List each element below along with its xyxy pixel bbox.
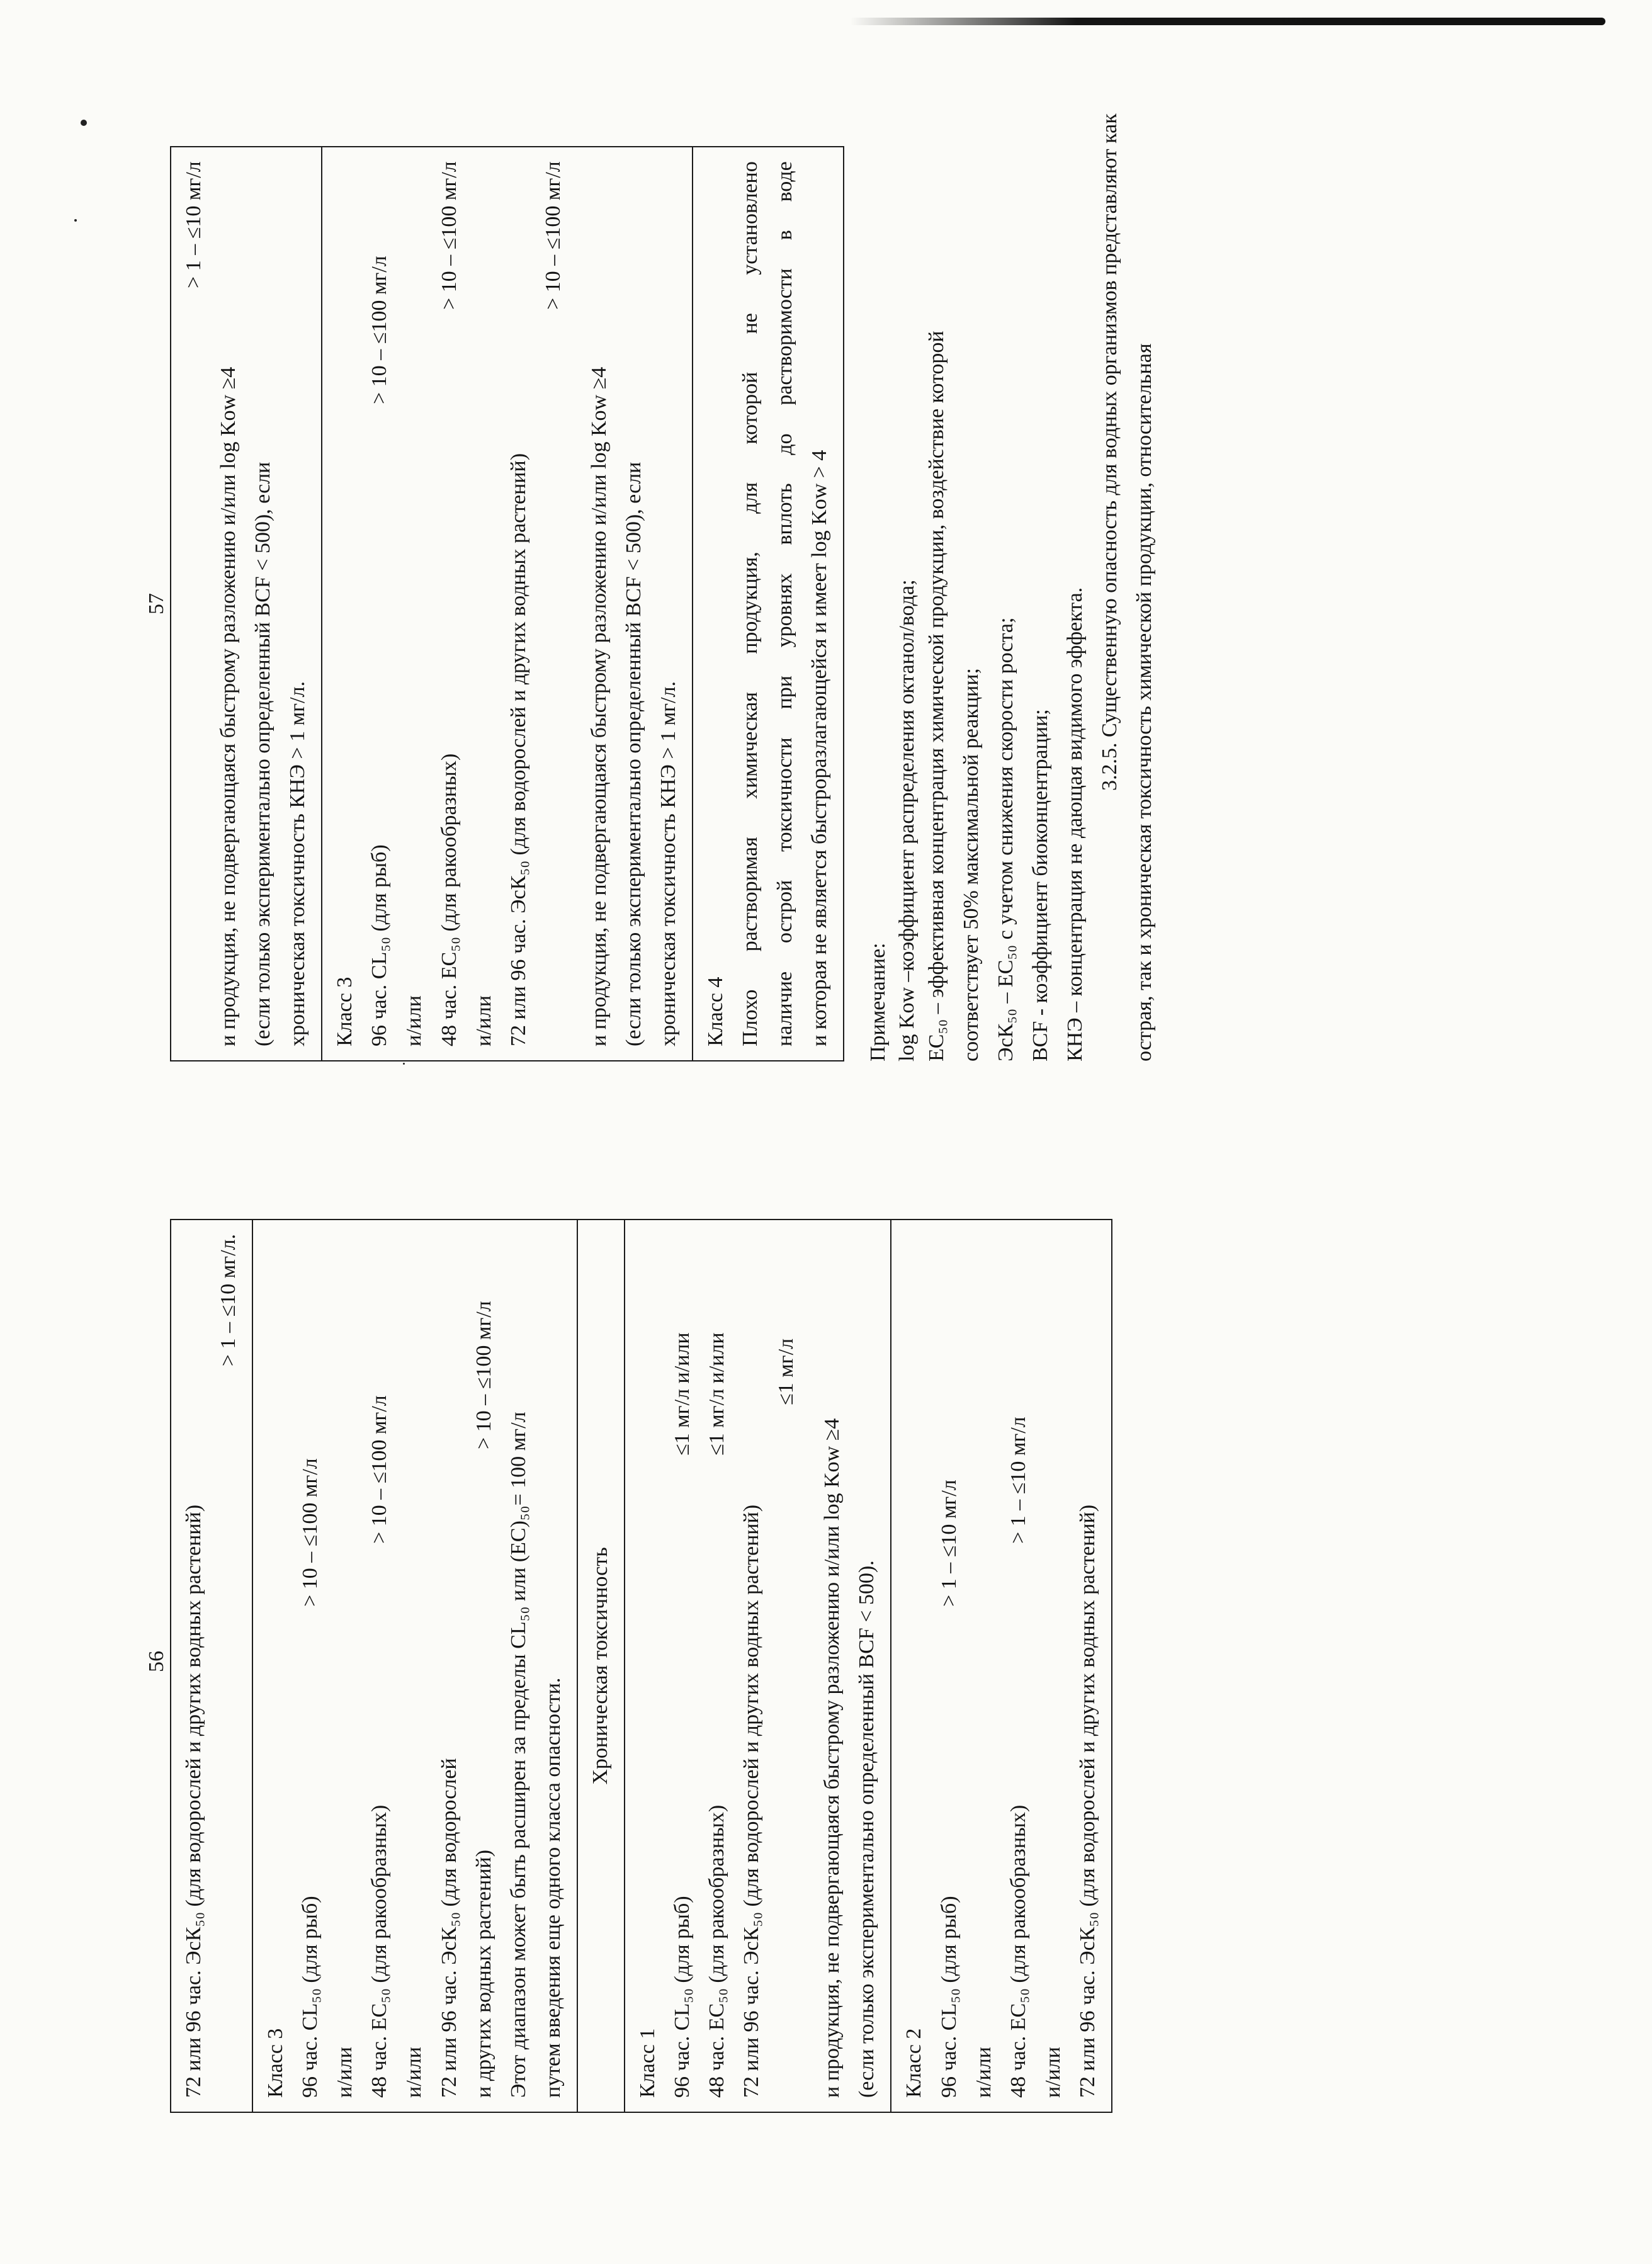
page-57 xyxy=(170,113,1162,1061)
section-header-cell xyxy=(577,1220,625,2112)
toxicity-table-56 xyxy=(170,1219,1112,2113)
table-row xyxy=(625,1220,891,2112)
toxicity-table-57 xyxy=(170,146,844,1061)
table-row xyxy=(322,147,693,1061)
top-cell: 72 или 96 час. ЭсК₅₀ (для водорослей и других водных растений) > 1 – ≤10 мг/л. xyxy=(171,1220,252,2112)
top-cell: > 1 – ≤10 мг/л и продукция, не подвергающаяся быстрому разложению и/или log Kow ≥4 (если только экспериментально определенный BCF < 500), если хроническая токсичность КНЭ > 1 мг/л. xyxy=(171,147,322,1061)
class-title: Класс 4 xyxy=(704,976,728,1046)
notes-block: Примечание: log Kow –коэффициент распределения октанол/вода; EC₅₀ – эффективная концентрация химической продукции, воздействие которой соответствует 50% максимальной реакции; ЭсК₅₀ – EC₅₀ с учетом снижения скорости роста; BCF - коэффициент биоконцентрации; КНЭ – концентрация не дающая видимого эффекта. 3.2.5. Существенную опасность для водных организмов представляют как острая, так и хроническая токсичность химической продукции, относительная xyxy=(861,149,1162,1061)
table-row xyxy=(171,147,322,1061)
page-56 xyxy=(170,1219,1112,2113)
notes-heading: Примечание: xyxy=(866,942,890,1061)
page-number-57: 57 xyxy=(145,593,168,614)
class4-cell: Класс 4 Плохо растворимая химическая продукция, для которой не установлено наличие острой токсичности при уровнях вплоть до растворимости в воде и которая не является быстроразлагающейся и имеет log Kow > 4 xyxy=(693,147,844,1061)
class-title: Класс 2 xyxy=(902,2028,926,2098)
class-title: Класс 3 xyxy=(333,976,357,1046)
class1-cell: Класс 1 96 час. CL₅₀ (для рыб) ≤1 мг/л и/или 48 час. EC₅₀ (для ракообразных) ≤1 мг/л и/или 72 или 96 час. ЭсК₅₀ (для водорослей и других водных растений) ≤1 мг/л и продукция, не подвергающаяся быстрому разложению и/или log Kow ≥4 (если только экспериментально определенный BCF < 500). xyxy=(625,1220,891,2112)
table-row xyxy=(171,1220,252,2112)
class-title: Класс 1 xyxy=(635,2028,659,2098)
class-title: Класс 3 xyxy=(264,2028,288,2098)
table-row xyxy=(577,1220,625,2112)
table-row xyxy=(693,147,844,1061)
table-row xyxy=(252,1220,577,2112)
section-header: Хроническая токсичность xyxy=(588,1547,612,1785)
class3-cell: Класс 3 96 час. CL₅₀ (для рыб) > 10 – ≤100 мг/л и/или 48 час. EC₅₀ (для ракообразных) > 10 – ≤100 мг/л и/или 72 или 96 час. ЭсК₅₀ (для водорослей и других водных растений) > 10 – ≤100 мг/л и продукция, не подвергающаяся быстрому разложению и/или log Kow ≥4 (если только экспериментально определенный BCF < 500), если хроническая токсичность КНЭ > 1 мг/л. xyxy=(322,147,693,1061)
class2-cell: Класс 2 96 час. CL₅₀ (для рыб) > 1 – ≤10 мг/л и/или 48 час. EC₅₀ (для ракообразных) > 1 – ≤10 мг/л и/или 72 или 96 час. ЭсК₅₀ (для водорослей и других водных растений) xyxy=(891,1220,1111,2112)
page-number-56: 56 xyxy=(145,1651,168,1672)
class3-cell: Класс 3 96 час. CL₅₀ (для рыб) > 10 – ≤100 мг/л и/или 48 час. EC₅₀ (для ракообразных) > 10 – ≤100 мг/л и/или 72 или 96 час. ЭсК₅₀ (для водорослей и других водных растений) > 10 – ≤100 мг/л Этот диапазон может быть расширен за пределы CL₅₀ или (EC)₅₀= 100 мг/л путем введения еще одного класса опасности. xyxy=(252,1220,577,2112)
table-row xyxy=(891,1220,1111,2112)
